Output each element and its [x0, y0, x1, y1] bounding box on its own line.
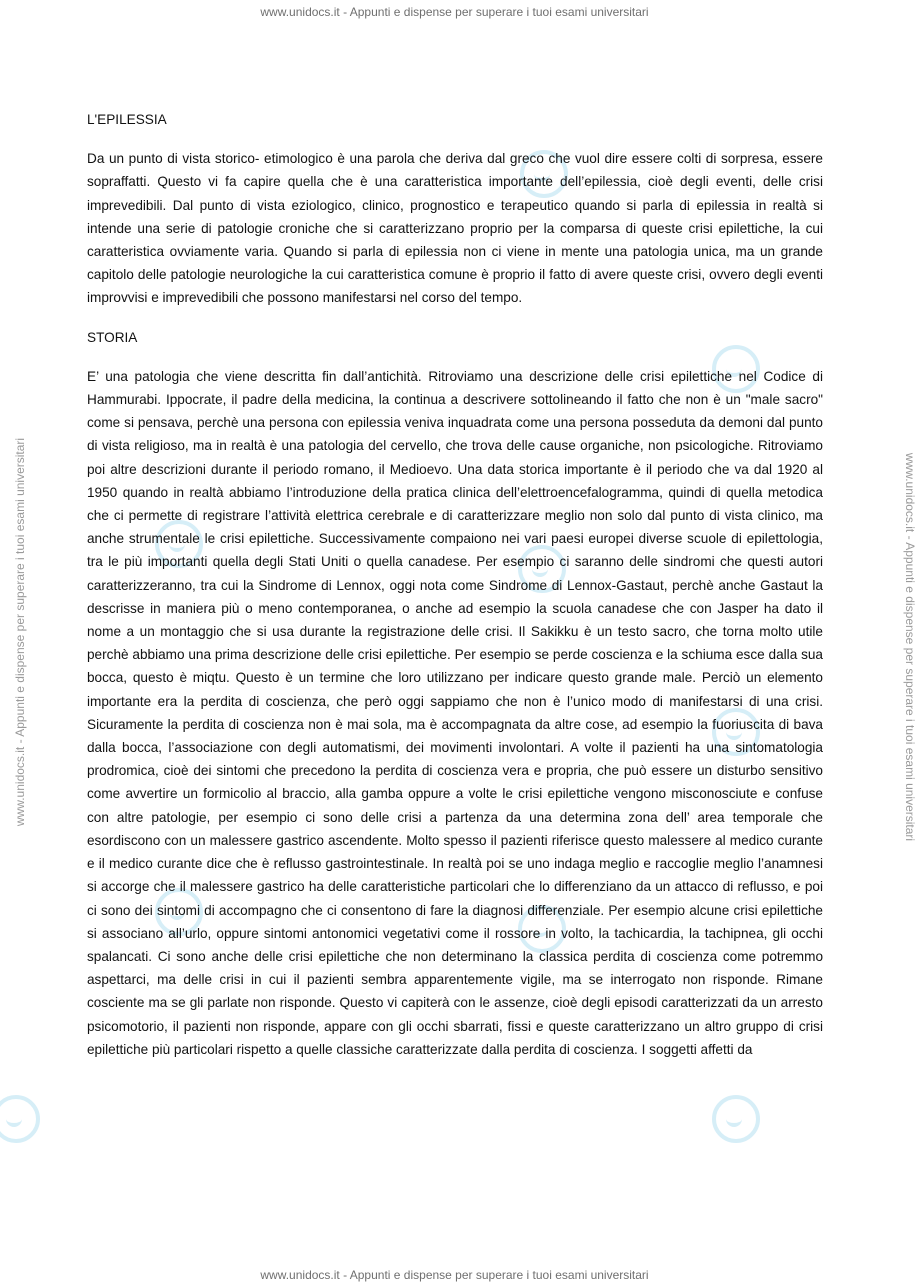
watermark-logo-icon [712, 1095, 760, 1143]
watermark-logo-icon [0, 1095, 40, 1143]
page-title: L'EPILESSIA [87, 112, 167, 127]
watermark-header: www.unidocs.it - Appunti e dispense per superare i tuoi esami universitari [260, 5, 649, 19]
section-heading: STORIA [87, 329, 138, 345]
intro-paragraph: Da un punto di vista storico- etimologico è una parola che deriva dal greco che vuol dire essere colti di sorpresa, essere sopraffatti. Questo vi fa capire quella che è una caratteristica importante dell’epilessia, cioè degli eventi, delle crisi imprevedibili. Dal punto di vista eziologico, clinico, prognostico e terapeutico quando si parla di epilessia in realtà si intende una serie di patologie croniche che si caratterizzano proprio per la comparsa di queste crisi epilettiche, la cui caratteristica ovviamente varia. Quando si parla di epilessia non ci viene in mente una patologia unica, ma un grande capitolo delle patologie neurologiche la cui caratteristica comune è proprio il fatto di avere queste crisi, ovvero degli eventi improvvisi e imprevedibili che possono manifestarsi nel corso del tempo. [87, 151, 823, 306]
history-paragraph: E’ una patologia che viene descritta fin dall’antichità. Ritroviamo una descrizione delle crisi epilettiche nel Codice di Hammurabi. Ippocrate, il padre della medicina, la continua a descrivere sottolineando il fatto che non è un "male sacro" come si pensava, perchè una persona con epilessia veniva inquadrata come una persona posseduta da demoni dal punto di vista religioso, ma in realtà è una patologia del cervello, che trova delle cause organiche, non psicologiche. Ritroviamo poi altre descrizioni durante il periodo romano, il Medioevo. Una data storica importante è il periodo che va dal 1920 al 1950 quando in realtà abbiamo l’introduzione della pratica clinica dell’elettroencefalogramma, quindi di quella metodica che ci permette di registrare l’attività elettrica cerebrale e di caratterizzare meglio non solo dal punto di vista clinico, ma anche strumentale le crisi epilettiche. Successivamente compaiono nei vari paesi europei diverse scuole di epilettologia, tra le più importanti quella degli Stati Uniti o quella canadese. Per esempio ci saranno delle sindromi che questi autori caratterizzeranno, tra cui la Sindrome di Lennox, oggi nota come Sindrome di Lennox-Gastaut, perchè anche Gastaut la descrisse in maniera più o meno contemporanea, o anche ad esempio la scuola canadese che con Jasper ha dato il nome a un montaggio che si usa durante la registrazione delle crisi. Il Sakikku è un testo sacro, che torna molto utile perchè abbiamo una prima descrizione delle crisi epilettiche. Per esempio se perde coscienza e la schiuma esce dalla sua bocca, questo è miqtu. Questo è un termine che loro utilizzano per indicare questo grande male. Perciò un elemento importante era la perdita di coscienza, che però oggi sappiamo che non è l’unico modo di manifestarsi di una crisi. Sicuramente la perdita di coscienza non è mai sola, ma è accompagnata da altre cose, ad esempio la fuoriuscita di bava dalla bocca, l’associazione con degli automatismi, dei movimenti involontari. A volte il pazienti ha una sintomatologia prodromica, cioè dei sintomi che precedono la perdita di coscienza vera e propria, che può essere un disturbo sensitivo come avvertire un formicolio al braccio, alla gamba oppure a volte le crisi epilettiche vengono misconosciute e confuse con altre patologie, per esempio ci sono delle crisi a partenza da una determina zona dell’ area temporale che esordiscono con un malessere gastrico ascendente. Molto spesso il pazienti riferisce questo malessere al medico curante e il medico curante dice che è reflusso gastrointestinale. In realtà poi se uno indaga meglio e raccoglie meglio l’anamnesi si accorge che il malessere gastrico ha delle caratteristiche particolari che lo differenziano da un attacco di reflusso, e poi ci sono dei sintomi di accompagno che ci consentono di fare la diagnosi differenziale. Per esempio alcune crisi epilettiche si associano all’urlo, oppure sintomi antonomici vegetativi come il rossore in volto, la tachicardia, la tachipnea, gli occhi spalancati. Ci sono anche delle crisi epilettiche che non determinano la classica perdita di coscienza come potremmo aspettarci, ma delle crisi in cui il pazienti sembra apparentemente vigile, ma se interrogato non risponde. Rimane cosciente ma se gli parlate non risponde. Questo vi capiterà con le assenze, cioè degli episodi caratterizzati da un arresto psicomotorio, il pazienti non risponde, appare con gli occhi sbarrati, fissi e queste caratterizzano un altro gruppo di crisi epilettiche più particolari rispetto a quelle classiche caratterizzate dalla perdita di coscienza. I soggetti affetti da [87, 368, 823, 1057]
watermark-footer: www.unidocs.it - Appunti e dispense per superare i tuoi esami universitari [260, 1268, 649, 1282]
document-body [87, 108, 823, 1077]
watermark-side-right: www.unidocs.it - Appunti e dispense per superare i tuoi esami universitari [903, 452, 917, 842]
watermark-side-left: www.unidocs.it - Appunti e dispense per superare i tuoi esami universitari [13, 437, 27, 827]
